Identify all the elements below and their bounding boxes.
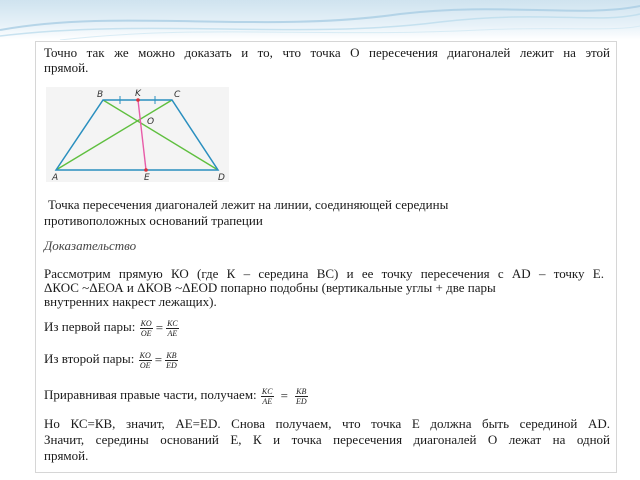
pair-2-row: [44, 347, 179, 372]
proof-line-1: Рассмотрим прямую КО (где К – середина ВС) и ее точку пересечения с AD – точку Е.: [44, 266, 604, 281]
diagonal-bd: [103, 100, 218, 170]
label-c: C: [174, 90, 181, 100]
midline-ke: [138, 100, 146, 170]
proof-line-3: внутренних накрест лежащих).: [44, 294, 217, 309]
conclusion-line-3: прямой.: [44, 448, 89, 463]
intro-line-1: Точно так же можно доказать и то, что точка О пересечения диагоналей лежит на этой: [44, 45, 610, 60]
equals-sign: =: [155, 320, 164, 336]
trapezoid-outline: [56, 100, 218, 170]
statement-line-1: Точка пересечения диагоналей лежит на линии, соединяющей середины: [48, 197, 449, 212]
label-a: A: [52, 173, 59, 182]
fraction-ko-oe-2: $\frac{KO}{OE}$: [139, 350, 151, 370]
statement-line-2: противоположных оснований трапеции: [44, 213, 263, 228]
equals-sign-3: =: [280, 388, 288, 404]
proof-line-2: ΔКОС ~ΔЕОА и ΔКОВ ~ΔЕОD попарно подобны (вертикальные углы + две пары: [44, 280, 496, 295]
label-k: K: [135, 89, 141, 99]
equals-sign-2: =: [154, 352, 163, 368]
header-decoration: [0, 0, 640, 40]
label-o: O: [147, 117, 155, 127]
pair-2-label: Из второй пары:: [44, 351, 135, 366]
label-b: B: [97, 90, 104, 100]
equate-label: Приравнивая правые части, получаем:: [44, 387, 257, 402]
conclusion-line-2: Значит, середины оснований Е, К и точка пересечения диагоналей О лежат на одной: [44, 432, 610, 447]
pair-1-label: Из первой пары:: [44, 319, 136, 334]
proof-heading: Доказательство: [44, 238, 137, 253]
trapezoid-figure: [46, 87, 229, 182]
fraction-kb-ed: $\frac{KB}{ED}$: [166, 350, 177, 370]
fraction-kb-ed-2: $\frac{KB}{ED}$: [295, 386, 307, 406]
pair-1-row: [44, 315, 180, 340]
document-page: [35, 41, 617, 473]
trapezoid-diagram: [46, 87, 229, 182]
point-e: [144, 168, 148, 172]
fraction-ko-oe: $\frac{KO}{OE}$: [140, 318, 152, 338]
fraction-kc-ae: $\frac{KC}{AE}$: [167, 318, 178, 338]
conclusion-line-1: Но КС=КВ, значит, АЕ=ЕD. Снова получаем, что точка Е должна быть серединой AD.: [44, 416, 610, 431]
equate-row: [44, 382, 309, 409]
fraction-kc-ae-2: $\frac{KC}{AE}$: [261, 386, 273, 406]
label-d: D: [218, 173, 225, 182]
intro-line-2: прямой.: [44, 60, 89, 75]
label-e: E: [144, 173, 150, 182]
diagonal-ac: [56, 100, 172, 170]
